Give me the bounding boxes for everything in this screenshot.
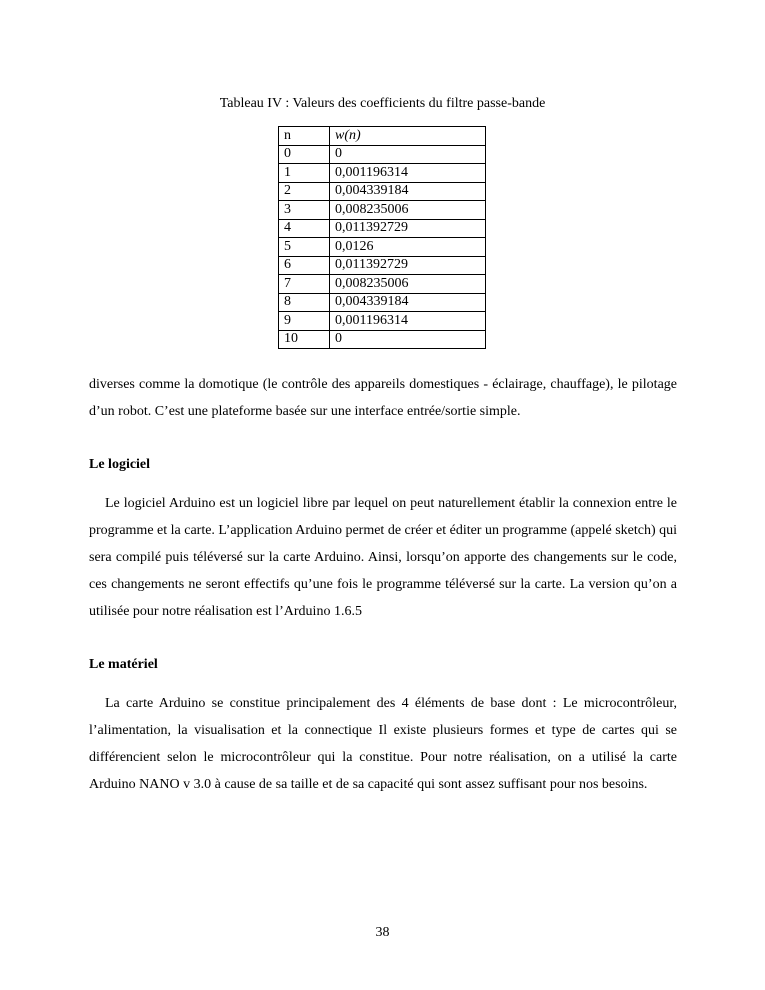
table-cell-w: 0,008235006 xyxy=(330,201,486,220)
table-cell-n: 3 xyxy=(279,201,330,220)
table-row xyxy=(279,219,486,238)
table-cell-w: 0,001196314 xyxy=(330,312,486,331)
table-row xyxy=(279,182,486,201)
table-cell-w: 0 xyxy=(330,330,486,349)
table-row xyxy=(279,145,486,164)
coefficients-table xyxy=(278,126,486,349)
table-cell-w: 0,0126 xyxy=(330,238,486,257)
table-cell-w: 0,001196314 xyxy=(330,164,486,183)
table-cell-w: 0,011392729 xyxy=(330,256,486,275)
table-row xyxy=(279,330,486,349)
table-cell-n: 10 xyxy=(279,330,330,349)
table-row xyxy=(279,275,486,294)
column-header-w: w(n) xyxy=(330,127,486,146)
table-cell-n: 5 xyxy=(279,238,330,257)
table-cell-w: 0,011392729 xyxy=(330,219,486,238)
table-cell-n: 7 xyxy=(279,275,330,294)
table-cell-w: 0,008235006 xyxy=(330,275,486,294)
section-paragraph-materiel: La carte Arduino se constitue principalement des 4 éléments de base dont : Le microcontrôleur, l’alimentation, la visualisation et la connectique Il existe plusieurs formes et type de cartes qui se différencient selon le microcontrôleur qui la constitue. Pour notre réalisation, on a utilisé la carte Arduino NANO v 3.0 à cause de sa taille et de sa capacité qui sont assez suffisant pour nos besoins. xyxy=(89,696,677,792)
table-body xyxy=(279,145,486,349)
intro-paragraph: diverses comme la domotique (le contrôle des appareils domestiques - éclairage, chauffage), le pilotage d’un robot. C’est une plateforme basée sur une interface entrée/sortie simple. xyxy=(89,377,677,419)
table-row xyxy=(279,293,486,312)
column-header-n: n xyxy=(279,127,330,146)
table-cell-w: 0 xyxy=(330,145,486,164)
table-cell-n: 9 xyxy=(279,312,330,331)
table-row xyxy=(279,201,486,220)
table-cell-n: 4 xyxy=(279,219,330,238)
table-cell-n: 1 xyxy=(279,164,330,183)
section-heading-logiciel: Le logiciel xyxy=(89,457,151,472)
section-heading-materiel: Le matériel xyxy=(89,657,158,672)
table-cell-n: 6 xyxy=(279,256,330,275)
table-row xyxy=(279,238,486,257)
table-cell-w: 0,004339184 xyxy=(330,293,486,312)
table-cell-w: 0,004339184 xyxy=(330,182,486,201)
table-row xyxy=(279,256,486,275)
page-number: 38 xyxy=(375,925,390,940)
table-caption: Tableau IV : Valeurs des coefficients du filtre passe-bande xyxy=(219,96,546,111)
table-row xyxy=(279,312,486,331)
table-cell-n: 2 xyxy=(279,182,330,201)
table-row xyxy=(279,164,486,183)
table-header-row xyxy=(279,127,486,146)
table-cell-n: 0 xyxy=(279,145,330,164)
table-cell-n: 8 xyxy=(279,293,330,312)
section-paragraph-logiciel: Le logiciel Arduino est un logiciel libre par lequel on peut naturellement établir la connexion entre le programme et la carte. L’application Arduino permet de créer et éditer un programme (appelé sketch) qui sera compilé puis téléversé sur la carte Arduino. Ainsi, lorsqu’on apporte des changements sur le code, ces changements ne seront effectifs qu’une fois le programme téléversé sur la carte. La version qu’on a utilisée pour notre réalisation est l’Arduino 1.6.5 xyxy=(89,496,678,619)
